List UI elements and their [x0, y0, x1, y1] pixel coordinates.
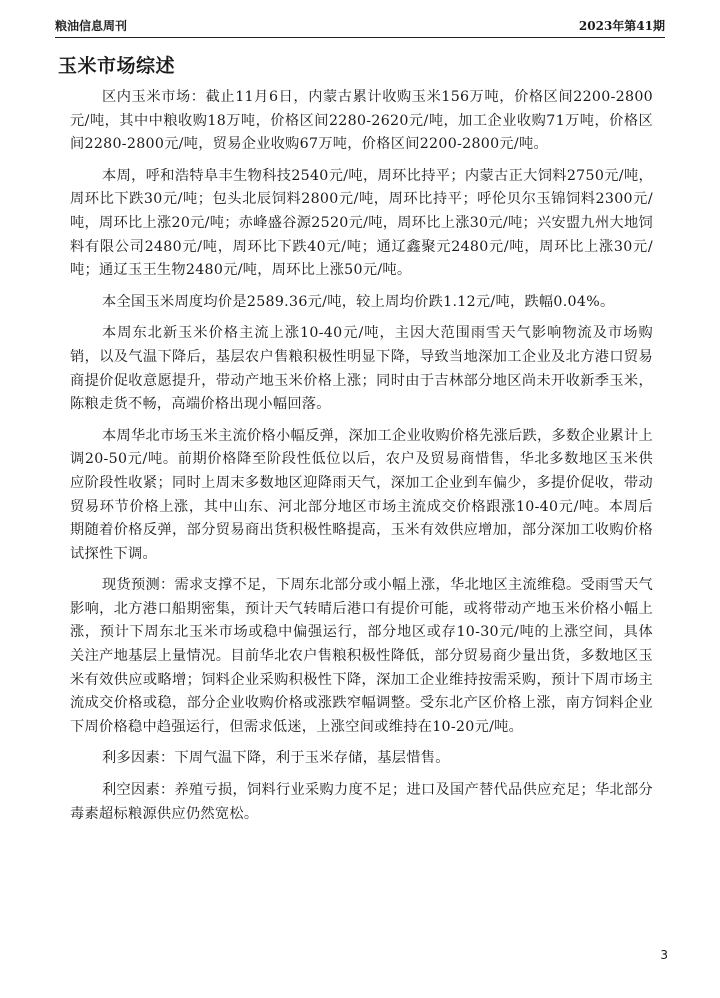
paragraph-weekly-prices: 本周，呼和浩特阜丰生物科技2540元/吨，周环比持平；内蒙古正大饲料2750元/吨，周环比下跌30元/吨；包头北辰饲料2800元/吨，周环比持平；呼伦贝尔玉锦饲料2300元/吨，周环比上涨20元/吨；赤峰盛谷源2520元/吨，周环比上涨30元/吨；兴安盟九州大地饲料有限公司2480元/吨，周环比下跌40元/吨；通辽鑫聚元2480元/吨，周环比上涨30元/吨；通辽玉王生物2480元/吨，周环比上涨50元/吨。: [70, 167, 653, 279]
issue-number: 2023年第41期: [578, 19, 665, 33]
paragraph-national-average: 本全国玉米周度均价是2589.36元/吨，较上周均价跌1.12元/吨，跌幅0.04%。: [102, 293, 615, 310]
section-title: 玉米市场综述: [58, 55, 176, 77]
page-header: [55, 12, 665, 38]
paragraph-northeast: 本周东北新玉米价格主流上涨10-40元/吨，主因大范围雨雪天气影响物流及市场购销，以及气温下降后，基层农户售粮积极性明显下降，导致当地深加工企业及北方港口贸易商提价促收意愿提升，带动产地玉米价格上涨；同时由于吉林部分地区尚未开收新季玉米，陈粮走货不畅，高端价格出现小幅回落。: [70, 325, 653, 413]
article-body: [70, 86, 653, 834]
paragraph-bearish-factors: 利空因素：养殖亏损，饲料行业采购力度不足；进口及国产替代品供应充足；华北部分毒素超标粮源供应仍然宽松。: [70, 782, 653, 822]
paragraph-regional-market: 区内玉米市场：截止11月6日，内蒙古累计收购玉米156万吨，价格区间2200-2800元/吨，其中中粮收购18万吨，价格区间2280-2620元/吨，加工企业收购71万吨，价格区间2280-2800元/吨，贸易企业收购67万吨，价格区间2200-2800元/吨。: [70, 89, 653, 153]
journal-name: 粮油信息周刊: [55, 19, 128, 33]
paragraph-bullish-factors: 利多因素：下周气温下降，利于玉米存储，基层惜售。: [102, 750, 450, 767]
paragraph-north-china: 本周华北市场玉米主流价格小幅反弹，深加工企业收购价格先涨后跌，多数企业累计上调20-50元/吨。前期价格降至阶段性低位以后，农户及贸易商惜售，华北多数地区玉米供应阶段性收紧；同时上周末多数地区迎降雨天气，深加工企业到车偏少，多提价促收，带动贸易环节价格上涨，其中山东、河北部分地区市场主流成交价格跟涨10-40元/吨。本周后期随着价格反弹，部分贸易商出货积极性略提高，玉米有效供应增加，部分深加工收购价格试探性下调。: [70, 427, 653, 562]
paragraph-forecast: 现货预测：需求支撑不足，下周东北部分或小幅上涨，华北地区主流维稳。受雨雪天气影响，北方港口船期密集，预计天气转晴后港口有提价可能，或将带动产地玉米价格小幅上涨，预计下周东北玉米市场或稳中偏强运行，部分地区或存10-30元/吨的上涨空间，具体关注产地基层上量情况。目前华北农户售粮积极性降低，部分贸易商少量出货，多数地区玉米有效供应或略增；饲料企业采购积极性下降，深加工企业维持按需采购，预计下周市场主流成交价格或稳，部分企业收购价格或涨跌窄幅调整。受东北产区价格上涨，南方饲料企业下周价格稳中趋强运行，但需求低迷，上涨空间或维持在10-20元/吨。: [70, 577, 653, 735]
page-number: 3: [660, 948, 668, 962]
